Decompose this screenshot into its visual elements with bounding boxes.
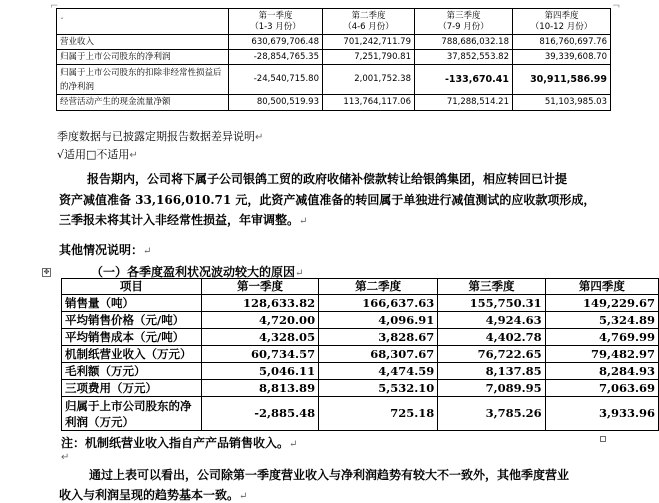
row-label: 归属于上市公司股东的扣除非经常性损益后的净利润 [57,65,229,95]
table-cell: 2,001,752.38 [323,65,415,95]
diff-title: 季度数据与已披露定期报告数据差异说明↵ [57,130,264,143]
table-cell: 7,251,790.81 [323,50,415,65]
row-label: 经营活动产生的现金流量净额 [57,95,229,111]
row-label: 平均销售价格（元/吨） [62,312,202,329]
table-resize-handle[interactable] [600,436,606,442]
table-cell: 7,089.95 [438,380,545,397]
other-info-title: 其他情况说明：↵ [59,243,152,257]
table-row [62,397,659,431]
paragraph-2-line-2: 收入与利润呈现的趋势基本一致。↵ [59,488,248,502]
row-label: 三项费用（万元） [62,380,202,397]
table-row [62,329,659,346]
table-cell: 788,686,032.18 [415,35,513,50]
corner-mark-right: ¬ [612,1,621,12]
table-cell: 7,063.69 [545,380,658,397]
table-cell: 816,760,697.76 [513,35,611,50]
table-cell: -28,854,765.35 [229,50,323,65]
table-move-anchor-icon[interactable]: ✥ [43,268,50,276]
header-q1: 第一季度 （1-3 月份） [229,9,323,35]
table-row [57,35,611,50]
row-label: 销售量（吨） [62,295,202,312]
table-note: 注：机制纸营业收入指自产产品销售收入。↵ [61,436,298,450]
table-cell: 149,229.67 [545,295,658,312]
table-cell: 4,096.91 [319,312,438,329]
empty-header-cell: ˇ [57,9,229,35]
section-title: （一）各季度盈利状况波动较大的原因↵ [91,265,304,279]
table-cell: 113,764,117.06 [323,95,415,111]
quarterly-profit-table [61,278,659,431]
table-cell: -24,540,715.80 [229,65,323,95]
table-row [57,65,611,95]
table-cell: 8,137.85 [438,363,545,380]
table-cell: 3,828.67 [319,329,438,346]
table-row [57,50,611,65]
paragraph-2-line-1: 通过上表可以看出，公司除第一季度营业收入与净利润趋势有较大不一致外，其他季度营业 [89,468,570,482]
corner-mark-left: ⌐ [50,1,59,12]
table-cell: 30,911,586.99 [513,65,611,95]
table-cell: 128,633.82 [201,295,318,312]
table-row [62,363,659,380]
table-cell: 79,482.97 [545,346,658,363]
table-row [62,312,659,329]
table-row [62,346,659,363]
empty-paragraph-mark: ↵ [61,452,70,463]
table-row [62,295,659,312]
header-q3: 第三季度 [438,279,545,295]
table-header-row [62,279,659,295]
table-cell: 39,339,608.70 [513,50,611,65]
table-cell: 630,679,706.48 [229,35,323,50]
table-cell: 8,813.89 [201,380,318,397]
table-cell: 4,402.78 [438,329,545,346]
applicable-line: √适用□不适用↵ [57,148,138,161]
paragraph-1-line-3: 三季报未将其计入非经常性损益，年审调整。↵ [59,213,308,227]
table-cell: 166,637.63 [319,295,438,312]
row-label: 归属于上市公司股东的净利润 [57,50,229,65]
header-q2: 第二季度 [319,279,438,295]
table-cell: 725.18 [319,397,438,431]
table-cell: 4,474.59 [319,363,438,380]
header-q1: 第一季度 [201,279,318,295]
table-row [62,380,659,397]
header-q3: 第三季度 （7-9 月份） [415,9,513,35]
row-label: 毛利额（万元） [62,363,202,380]
table-cell: 76,722.65 [438,346,545,363]
table-cell: 5,046.11 [201,363,318,380]
table-cell: 68,307.67 [319,346,438,363]
quarterly-financial-table [56,8,611,111]
table-row [57,95,611,111]
table-cell: 5,532.10 [319,380,438,397]
table-cell: 4,720.00 [201,312,318,329]
paragraph-1-line-2: 资产减值准备 33,166,010.71 元，此资产减值准备的转回属于单独进行减值测试的应收款项形成， [59,193,596,207]
row-label: 平均销售成本（元/吨） [62,329,202,346]
table-cell: 3,785.26 [438,397,545,431]
table-cell: 37,852,553.82 [415,50,513,65]
table-cell: 4,924.63 [438,312,545,329]
table-cell: 4,328.05 [201,329,318,346]
table-cell: 71,288,514.21 [415,95,513,111]
table-cell: 155,750.31 [438,295,545,312]
table-cell: 8,284.93 [545,363,658,380]
row-label: 归属于上市公司股东的净利润（万元） [62,397,202,431]
table-cell: -2,885.48 [201,397,318,431]
paragraph-1-line-1: 报告期内，公司将下属子公司银鸽工贸的政府收储补偿款转让给银鸽集团，相应转回已计提 [87,172,568,186]
table-cell: 4,769.99 [545,329,658,346]
table-cell: 701,242,711.79 [323,35,415,50]
table-cell: 3,933.96 [545,397,658,431]
table-header-row [57,9,611,35]
table-cell: 51,103,985.03 [513,95,611,111]
header-q2: 第二季度 （4-6 月份） [323,9,415,35]
header-q4: 第四季度 [545,279,658,295]
table-cell: -133,670.41 [415,65,513,95]
header-item: 项目 [62,279,202,295]
table-cell: 80,500,519.93 [229,95,323,111]
row-label: 营业收入 [57,35,229,50]
table-cell: 60,734.57 [201,346,318,363]
header-q4: 第四季度 （10-12 月份） [513,9,611,35]
row-label: 机制纸营业收入（万元） [62,346,202,363]
table-cell: 5,324.89 [545,312,658,329]
